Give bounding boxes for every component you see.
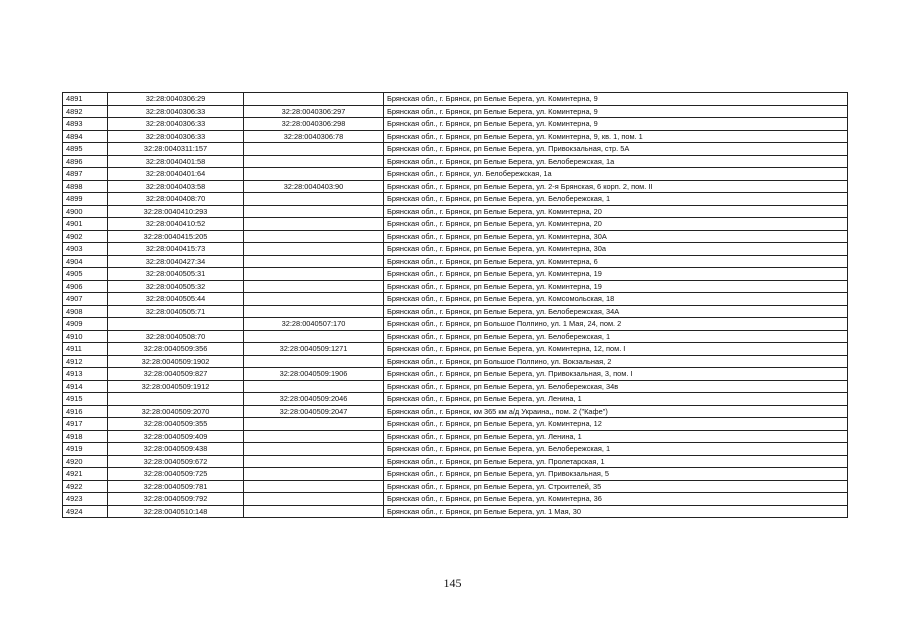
- related-cadastral-number-cell: 32:28:0040306:297: [244, 105, 384, 118]
- row-number-cell: 4916: [63, 405, 108, 418]
- row-number-cell: 4919: [63, 443, 108, 456]
- cadastral-number-cell: 32:28:0040509:409: [108, 430, 244, 443]
- related-cadastral-number-cell: [244, 505, 384, 518]
- cadastral-number-cell: 32:28:0040509:1912: [108, 380, 244, 393]
- cadastral-number-cell: 32:28:0040505:31: [108, 268, 244, 281]
- cadastral-number-cell: 32:28:0040508:70: [108, 330, 244, 343]
- related-cadastral-number-cell: [244, 443, 384, 456]
- related-cadastral-number-cell: [244, 255, 384, 268]
- table-row: [63, 268, 848, 281]
- related-cadastral-number-cell: [244, 380, 384, 393]
- address-cell: Брянская обл., г. Брянск, рп Большое Полпино, ул. 1 Мая, 24, пом. 2: [384, 318, 848, 331]
- table-row: [63, 105, 848, 118]
- cadastral-number-cell: 32:28:0040410:293: [108, 205, 244, 218]
- table-row: [63, 218, 848, 231]
- cadastral-number-cell: 32:28:0040509:792: [108, 493, 244, 506]
- cadastral-number-cell: [108, 393, 244, 406]
- related-cadastral-number-cell: [244, 143, 384, 156]
- address-cell: Брянская обл., г. Брянск, рп Белые Берега, ул. Белобережская, 1: [384, 193, 848, 206]
- row-number-cell: 4896: [63, 155, 108, 168]
- row-number-cell: 4904: [63, 255, 108, 268]
- cadastral-number-cell: 32:28:0040415:73: [108, 243, 244, 256]
- row-number-cell: 4908: [63, 305, 108, 318]
- table-row: [63, 243, 848, 256]
- address-cell: Брянская обл., г. Брянск, рп Белые Берега, ул. Коминтерна, 19: [384, 280, 848, 293]
- row-number-cell: 4892: [63, 105, 108, 118]
- row-number-cell: 4912: [63, 355, 108, 368]
- cadastral-number-cell: 32:28:0040505:32: [108, 280, 244, 293]
- table-row: [63, 443, 848, 456]
- related-cadastral-number-cell: [244, 305, 384, 318]
- row-number-cell: 4909: [63, 318, 108, 331]
- cadastral-number-cell: 32:28:0040427:34: [108, 255, 244, 268]
- address-cell: Брянская обл., г. Брянск, рп Белые Берега, ул. Строителей, 35: [384, 480, 848, 493]
- table-row: [63, 430, 848, 443]
- row-number-cell: 4900: [63, 205, 108, 218]
- cadastral-number-cell: 32:28:0040509:2070: [108, 405, 244, 418]
- row-number-cell: 4894: [63, 130, 108, 143]
- address-cell: Брянская обл., г. Брянск, рп Белые Берега, ул. Коминтерна, 20: [384, 205, 848, 218]
- table-row: [63, 455, 848, 468]
- row-number-cell: 4921: [63, 468, 108, 481]
- row-number-cell: 4911: [63, 343, 108, 356]
- address-cell: Брянская обл., г. Брянск, рп Белые Берега, ул. Белобережская, 1: [384, 330, 848, 343]
- related-cadastral-number-cell: [244, 280, 384, 293]
- address-cell: Брянская обл., г. Брянск, рп Белые Берега, ул. Коминтерна, 30А: [384, 230, 848, 243]
- row-number-cell: 4903: [63, 243, 108, 256]
- address-cell: Брянская обл., г. Брянск, рп Белые Берега, ул. Коминтерна, 20: [384, 218, 848, 231]
- related-cadastral-number-cell: [244, 480, 384, 493]
- table-row: [63, 305, 848, 318]
- related-cadastral-number-cell: [244, 293, 384, 306]
- related-cadastral-number-cell: [244, 418, 384, 431]
- cadastral-number-cell: 32:28:0040415:205: [108, 230, 244, 243]
- row-number-cell: 4893: [63, 118, 108, 131]
- related-cadastral-number-cell: [244, 243, 384, 256]
- address-cell: Брянская обл., г. Брянск, рп Белые Берега, ул. Коминтерна, 9: [384, 93, 848, 106]
- cadastral-number-cell: 32:28:0040306:33: [108, 105, 244, 118]
- table-row: [63, 418, 848, 431]
- row-number-cell: 4915: [63, 393, 108, 406]
- address-cell: Брянская обл., г. Брянск, рп Белые Берега, ул. Привокзальная, 5: [384, 468, 848, 481]
- table-row: [63, 493, 848, 506]
- related-cadastral-number-cell: [244, 268, 384, 281]
- address-cell: Брянская обл., г. Брянск, рп Белые Берега, ул. Белобережская, 34А: [384, 305, 848, 318]
- table-row: [63, 405, 848, 418]
- table-row: [63, 180, 848, 193]
- table-row: [63, 168, 848, 181]
- row-number-cell: 4913: [63, 368, 108, 381]
- address-cell: Брянская обл., г. Брянск, рп Белые Берега, ул. Коминтерна, 9: [384, 118, 848, 131]
- cadastral-number-cell: 32:28:0040311:157: [108, 143, 244, 156]
- related-cadastral-number-cell: [244, 430, 384, 443]
- table-row: [63, 480, 848, 493]
- address-cell: Брянская обл., г. Брянск, рп Белые Берега, ул. Белобережская, 1: [384, 443, 848, 456]
- table-row: [63, 193, 848, 206]
- address-cell: Брянская обл., г. Брянск, рп Белые Берега, ул. Коминтерна, 9, кв. 1, пом. 1: [384, 130, 848, 143]
- address-cell: Брянская обл., г. Брянск, рп Белые Берега, ул. Коминтерна, 12: [384, 418, 848, 431]
- cadastral-number-cell: [108, 318, 244, 331]
- table-row: [63, 155, 848, 168]
- related-cadastral-number-cell: 32:28:0040403:90: [244, 180, 384, 193]
- property-registry-table: [62, 92, 848, 518]
- address-cell: Брянская обл., г. Брянск, рп Белые Берега, ул. 2-я Брянская, 6 корп. 2, пом. II: [384, 180, 848, 193]
- address-cell: Брянская обл., г. Брянск, рп Большое Полпино, ул. Вокзальная, 2: [384, 355, 848, 368]
- row-number-cell: 4922: [63, 480, 108, 493]
- cadastral-number-cell: 32:28:0040401:64: [108, 168, 244, 181]
- cadastral-number-cell: 32:28:0040509:672: [108, 455, 244, 468]
- table-row: [63, 468, 848, 481]
- related-cadastral-number-cell: [244, 218, 384, 231]
- related-cadastral-number-cell: [244, 193, 384, 206]
- row-number-cell: 4901: [63, 218, 108, 231]
- related-cadastral-number-cell: 32:28:0040306:78: [244, 130, 384, 143]
- table-row: [63, 330, 848, 343]
- cadastral-number-cell: 32:28:0040509:356: [108, 343, 244, 356]
- table-row: [63, 143, 848, 156]
- table-row: [63, 380, 848, 393]
- related-cadastral-number-cell: [244, 205, 384, 218]
- related-cadastral-number-cell: 32:28:0040509:1271: [244, 343, 384, 356]
- related-cadastral-number-cell: [244, 330, 384, 343]
- related-cadastral-number-cell: [244, 455, 384, 468]
- related-cadastral-number-cell: [244, 355, 384, 368]
- related-cadastral-number-cell: 32:28:0040509:1906: [244, 368, 384, 381]
- address-cell: Брянская обл., г. Брянск, рп Белые Берега, ул. Ленина, 1: [384, 430, 848, 443]
- related-cadastral-number-cell: 32:28:0040306:298: [244, 118, 384, 131]
- row-number-cell: 4902: [63, 230, 108, 243]
- table-row: [63, 205, 848, 218]
- related-cadastral-number-cell: [244, 168, 384, 181]
- cadastral-number-cell: 32:28:0040401:58: [108, 155, 244, 168]
- table-row: [63, 368, 848, 381]
- address-cell: Брянская обл., г. Брянск, рп Белые Берега, ул. Коминтерна, 30а: [384, 243, 848, 256]
- related-cadastral-number-cell: [244, 493, 384, 506]
- row-number-cell: 4899: [63, 193, 108, 206]
- table-row: [63, 130, 848, 143]
- row-number-cell: 4905: [63, 268, 108, 281]
- address-cell: Брянская обл., г. Брянск, ул. Белобережская, 1а: [384, 168, 848, 181]
- cadastral-number-cell: 32:28:0040306:33: [108, 118, 244, 131]
- row-number-cell: 4917: [63, 418, 108, 431]
- table-row: [63, 355, 848, 368]
- registry-table-body: [63, 93, 848, 518]
- cadastral-number-cell: 32:28:0040306:29: [108, 93, 244, 106]
- cadastral-number-cell: 32:28:0040509:1902: [108, 355, 244, 368]
- table-row: [63, 230, 848, 243]
- row-number-cell: 4907: [63, 293, 108, 306]
- address-cell: Брянская обл., г. Брянск, рп Белые Берега, ул. Коминтерна, 9: [384, 105, 848, 118]
- row-number-cell: 4891: [63, 93, 108, 106]
- related-cadastral-number-cell: [244, 468, 384, 481]
- table-row: [63, 343, 848, 356]
- table-row: [63, 505, 848, 518]
- table-row: [63, 93, 848, 106]
- address-cell: Брянская обл., г. Брянск, рп Белые Берега, ул. Привокзальная, 3, пом. I: [384, 368, 848, 381]
- cadastral-number-cell: 32:28:0040509:781: [108, 480, 244, 493]
- row-number-cell: 4895: [63, 143, 108, 156]
- cadastral-number-cell: 32:28:0040505:44: [108, 293, 244, 306]
- address-cell: Брянская обл., г. Брянск, км 365 км а/д Украина,, пом. 2 ("Кафе"): [384, 405, 848, 418]
- row-number-cell: 4906: [63, 280, 108, 293]
- cadastral-number-cell: 32:28:0040408:70: [108, 193, 244, 206]
- table-row: [63, 255, 848, 268]
- related-cadastral-number-cell: 32:28:0040509:2046: [244, 393, 384, 406]
- address-cell: Брянская обл., г. Брянск, рп Белые Берега, ул. Коминтерна, 36: [384, 493, 848, 506]
- row-number-cell: 4898: [63, 180, 108, 193]
- cadastral-number-cell: 32:28:0040509:725: [108, 468, 244, 481]
- related-cadastral-number-cell: [244, 230, 384, 243]
- table-row: [63, 280, 848, 293]
- cadastral-number-cell: 32:28:0040410:52: [108, 218, 244, 231]
- related-cadastral-number-cell: [244, 155, 384, 168]
- cadastral-number-cell: 32:28:0040509:355: [108, 418, 244, 431]
- table-row: [63, 293, 848, 306]
- table-row: [63, 118, 848, 131]
- address-cell: Брянская обл., г. Брянск, рп Белые Берега, ул. Пролетарская, 1: [384, 455, 848, 468]
- cadastral-number-cell: 32:28:0040403:58: [108, 180, 244, 193]
- address-cell: Брянская обл., г. Брянск, рп Белые Берега, ул. Коминтерна, 19: [384, 268, 848, 281]
- row-number-cell: 4897: [63, 168, 108, 181]
- address-cell: Брянская обл., г. Брянск, рп Белые Берега, ул. Ленина, 1: [384, 393, 848, 406]
- related-cadastral-number-cell: [244, 93, 384, 106]
- row-number-cell: 4924: [63, 505, 108, 518]
- address-cell: Брянская обл., г. Брянск, рп Белые Берега, ул. 1 Мая, 30: [384, 505, 848, 518]
- page-number: 145: [443, 576, 462, 590]
- row-number-cell: 4918: [63, 430, 108, 443]
- cadastral-number-cell: 32:28:0040509:438: [108, 443, 244, 456]
- table-row: [63, 318, 848, 331]
- row-number-cell: 4920: [63, 455, 108, 468]
- address-cell: Брянская обл., г. Брянск, рп Белые Берега, ул. Коминтерна, 6: [384, 255, 848, 268]
- cadastral-number-cell: 32:28:0040306:33: [108, 130, 244, 143]
- cadastral-number-cell: 32:28:0040509:827: [108, 368, 244, 381]
- related-cadastral-number-cell: 32:28:0040507:170: [244, 318, 384, 331]
- address-cell: Брянская обл., г. Брянск, рп Белые Берега, ул. Комсомольская, 18: [384, 293, 848, 306]
- address-cell: Брянская обл., г. Брянск, рп Белые Берега, ул. Привокзальная, стр. 5А: [384, 143, 848, 156]
- address-cell: Брянская обл., г. Брянск, рп Белые Берега, ул. Белобережская, 1а: [384, 155, 848, 168]
- cadastral-number-cell: 32:28:0040510:148: [108, 505, 244, 518]
- table-row: [63, 393, 848, 406]
- cadastral-number-cell: 32:28:0040505:71: [108, 305, 244, 318]
- row-number-cell: 4910: [63, 330, 108, 343]
- row-number-cell: 4923: [63, 493, 108, 506]
- address-cell: Брянская обл., г. Брянск, рп Белые Берега, ул. Коминтерна, 12, пом. I: [384, 343, 848, 356]
- related-cadastral-number-cell: 32:28:0040509:2047: [244, 405, 384, 418]
- address-cell: Брянская обл., г. Брянск, рп Белые Берега, ул. Белобережская, 34в: [384, 380, 848, 393]
- row-number-cell: 4914: [63, 380, 108, 393]
